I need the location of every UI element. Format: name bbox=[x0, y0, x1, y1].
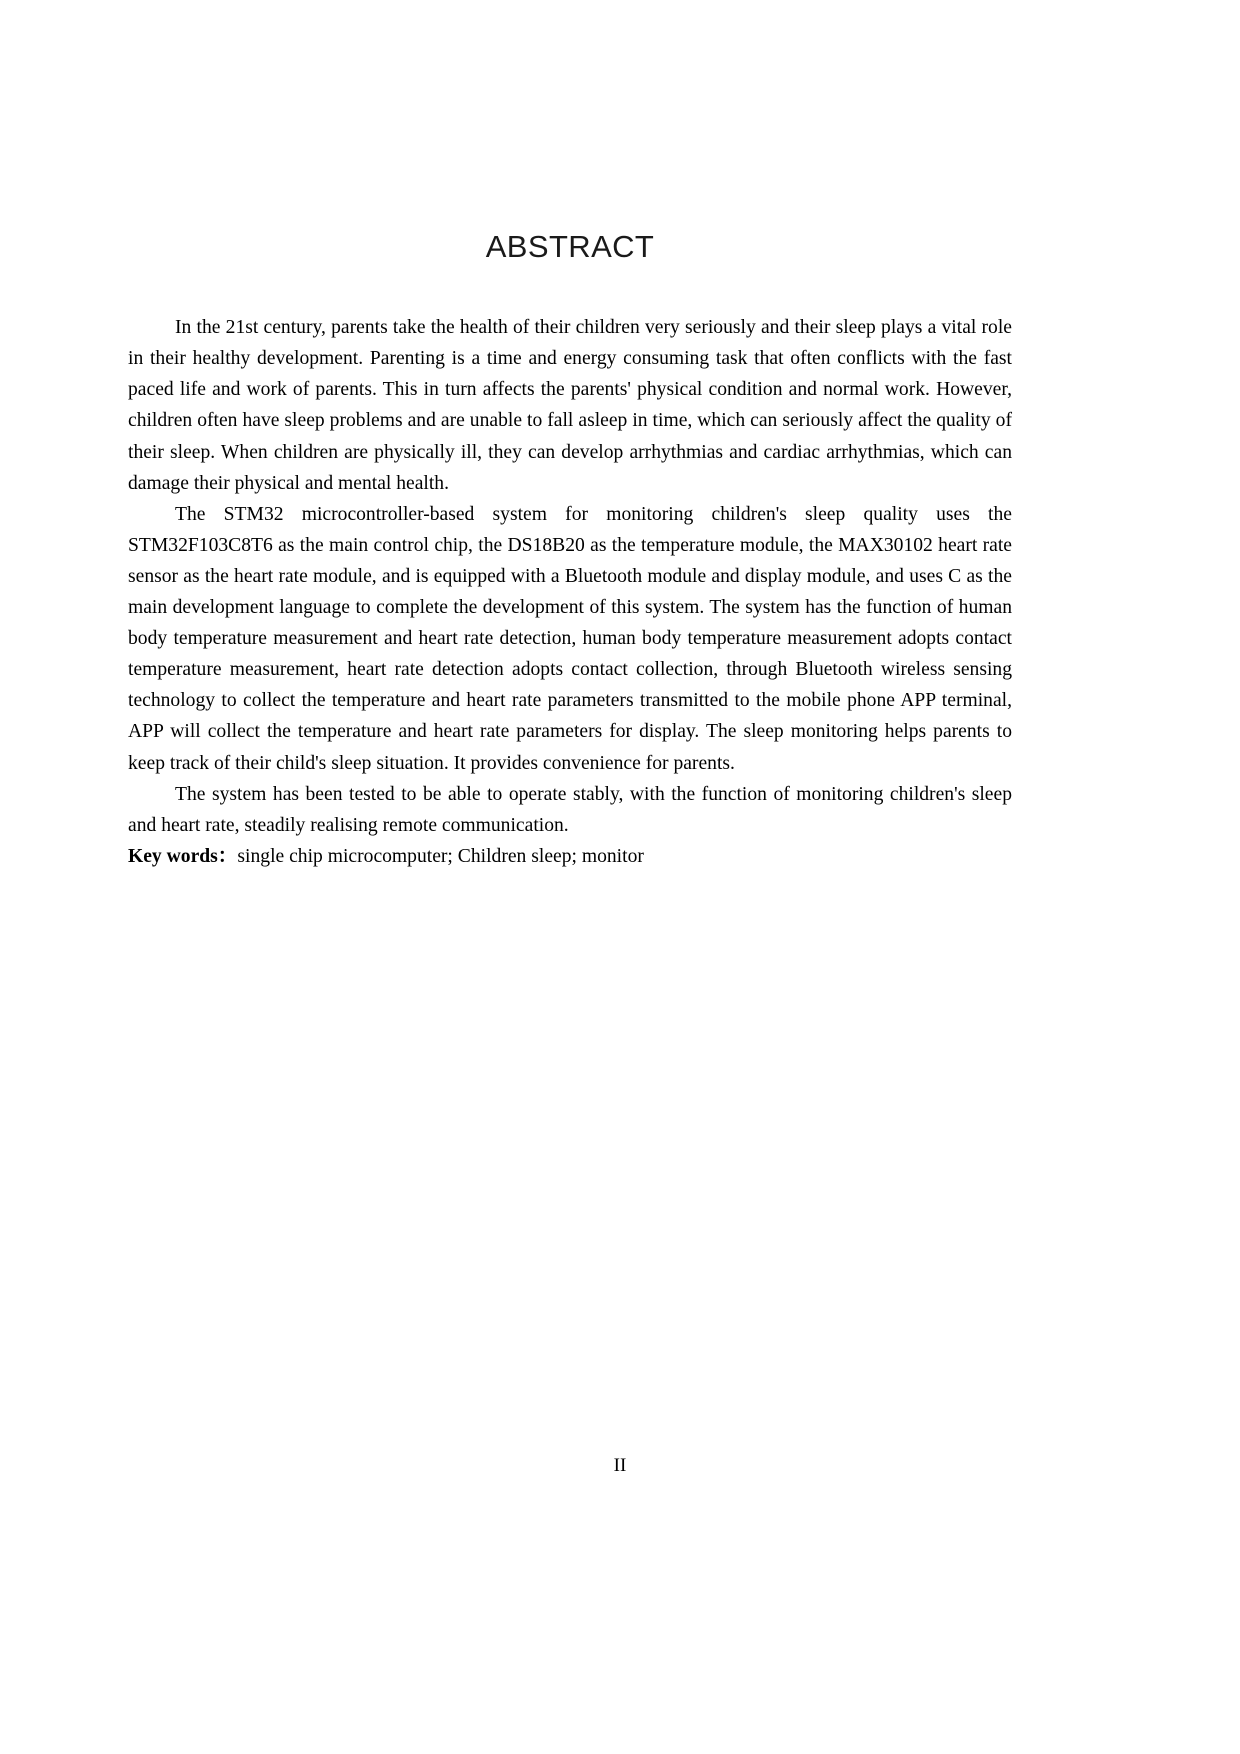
paragraph-2: The STM32 microcontroller-based system for monitoring children's sleep quality uses the STM32F103C8T6 as the main control chip, the DS18B20 as the temperature module, the MAX30102 heart rate sensor as the heart rate module, and is equipped with a Bluetooth module and display module, and uses C as the main development language to complete the development of this system. The system has the function of human body temperature measurement and heart rate detection, human body temperature measurement adopts contact temperature measurement, heart rate detection adopts contact collection, through Bluetooth wireless sensing technology to collect the temperature and heart rate parameters transmitted to the mobile phone APP terminal, APP will collect the temperature and heart rate parameters for display. The sleep monitoring helps parents to keep track of their child's sleep situation. It provides convenience for parents. bbox=[128, 503, 1012, 774]
paragraph-1: In the 21st century, parents take the health of their children very seriously and their sleep plays a vital role in their healthy development. Parenting is a time and energy consuming task that often conflicts with the fast paced life and work of parents. This in turn affects the parents' physical condition and normal work. However, children often have sleep problems and are unable to fall asleep in time, which can seriously affect the quality of their sleep. When children are physically ill, they can develop arrhythmias and cardiac arrhythmias, which can damage their physical and mental health. bbox=[128, 317, 1012, 494]
keywords-value: single chip microcomputer; Children sleep; monitor bbox=[237, 845, 644, 867]
keywords-label: Key words： bbox=[128, 845, 238, 867]
page-title: ABSTRACT bbox=[485, 229, 655, 264]
abstract-content bbox=[128, 0, 1012, 872]
page-number: II bbox=[613, 1455, 627, 1476]
keywords-line bbox=[128, 841, 1012, 872]
paragraph-3: The system has been tested to be able to operate stably, with the function of monitoring children's sleep and heart rate, steadily realising remote communication. bbox=[128, 783, 1012, 836]
abstract-body bbox=[128, 312, 1012, 872]
